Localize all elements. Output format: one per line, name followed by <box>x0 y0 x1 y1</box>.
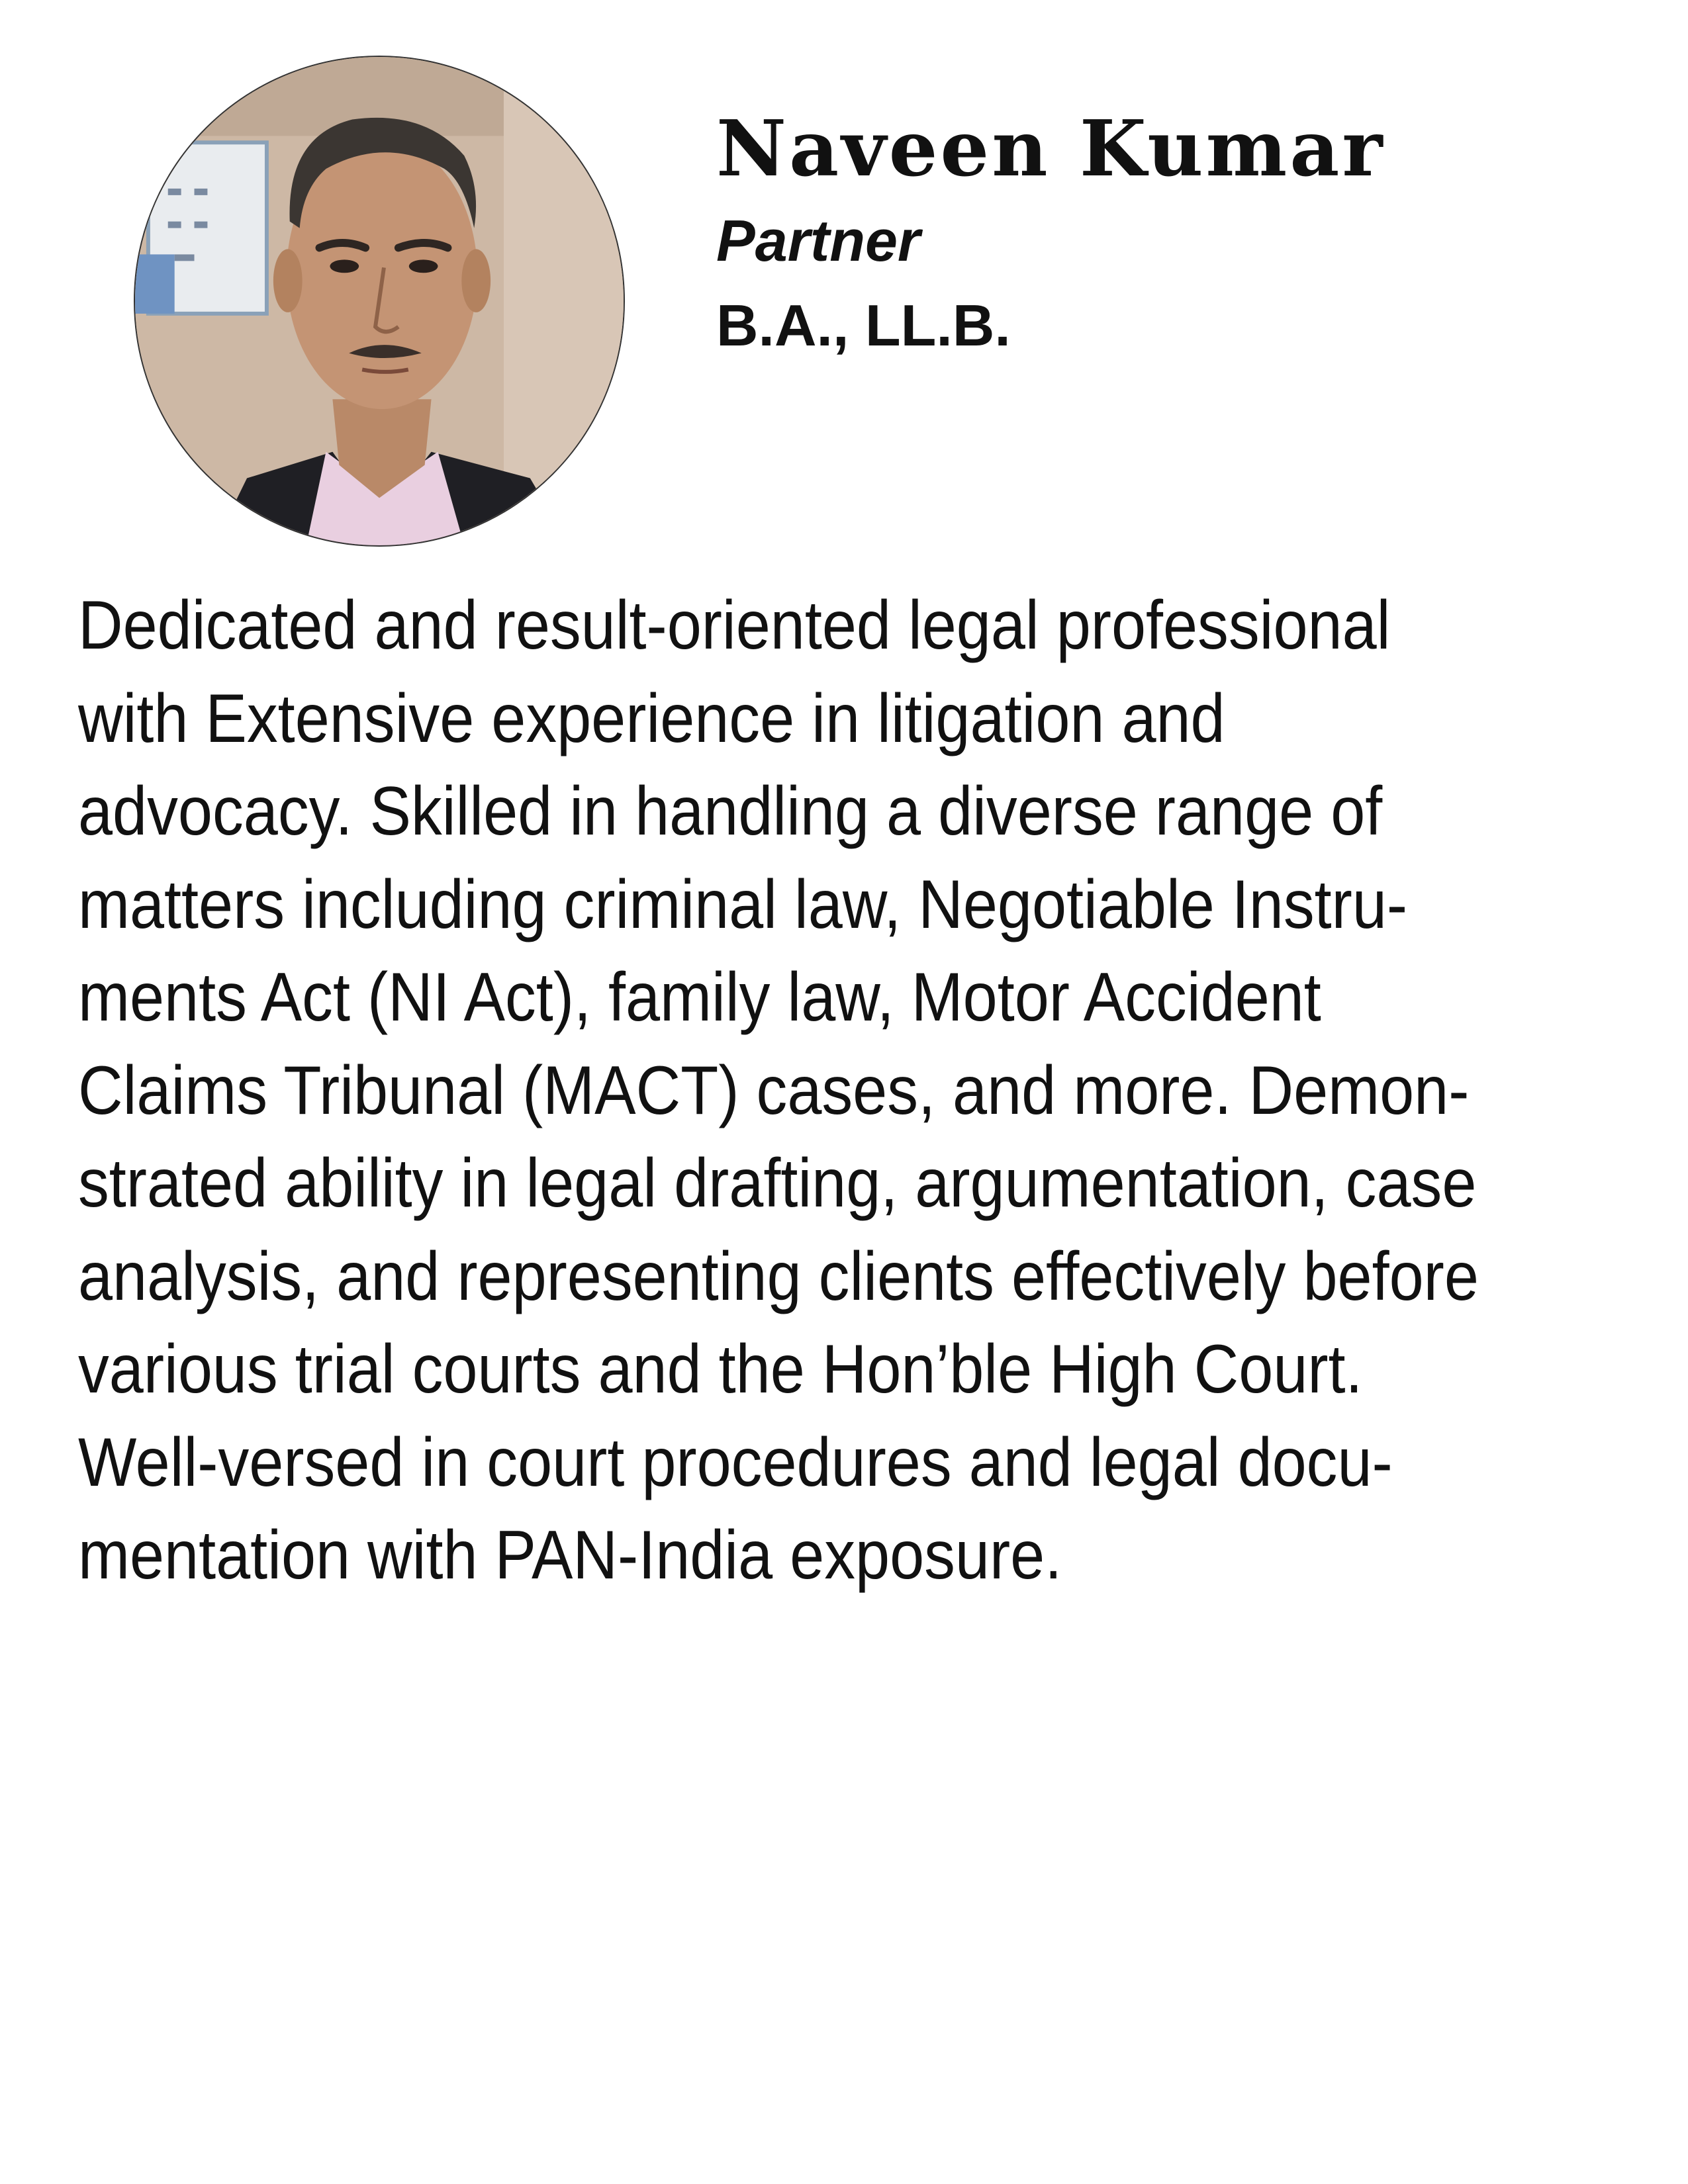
profile-photo <box>134 56 625 547</box>
portrait-photo-icon <box>135 57 624 545</box>
bio-line: analysis, and representing clients effectively before <box>78 1238 1479 1315</box>
person-name: Naveen Kumar <box>716 104 1385 194</box>
bio-line: Dedicated and result-oriented legal professional <box>78 587 1391 664</box>
person-role: Partner <box>716 208 921 273</box>
bio-line: advocacy. Skilled in handling a diverse range of <box>78 773 1383 850</box>
bio-line: with Extensive experience in litigation and <box>78 680 1225 757</box>
bio-line: Claims Tribunal (MACT) cases, and more. Demon- <box>78 1052 1470 1129</box>
bio-paragraph <box>78 579 1620 1602</box>
profile-header <box>716 99 1385 368</box>
bio-line: Well-versed in court procedures and legal docu- <box>78 1424 1393 1501</box>
bio-line: matters including criminal law, Negotiable Instru- <box>78 866 1408 943</box>
person-qualification: B.A., LL.B. <box>716 293 1011 358</box>
bio-line: ments Act (NI Act), family law, Motor Accident <box>78 959 1321 1036</box>
bio-line: various trial courts and the Hon’ble High Court. <box>78 1331 1363 1408</box>
bio-line: strated ability in legal drafting, argumentation, case <box>78 1145 1477 1222</box>
bio-line: mentation with PAN-India exposure. <box>78 1517 1062 1594</box>
